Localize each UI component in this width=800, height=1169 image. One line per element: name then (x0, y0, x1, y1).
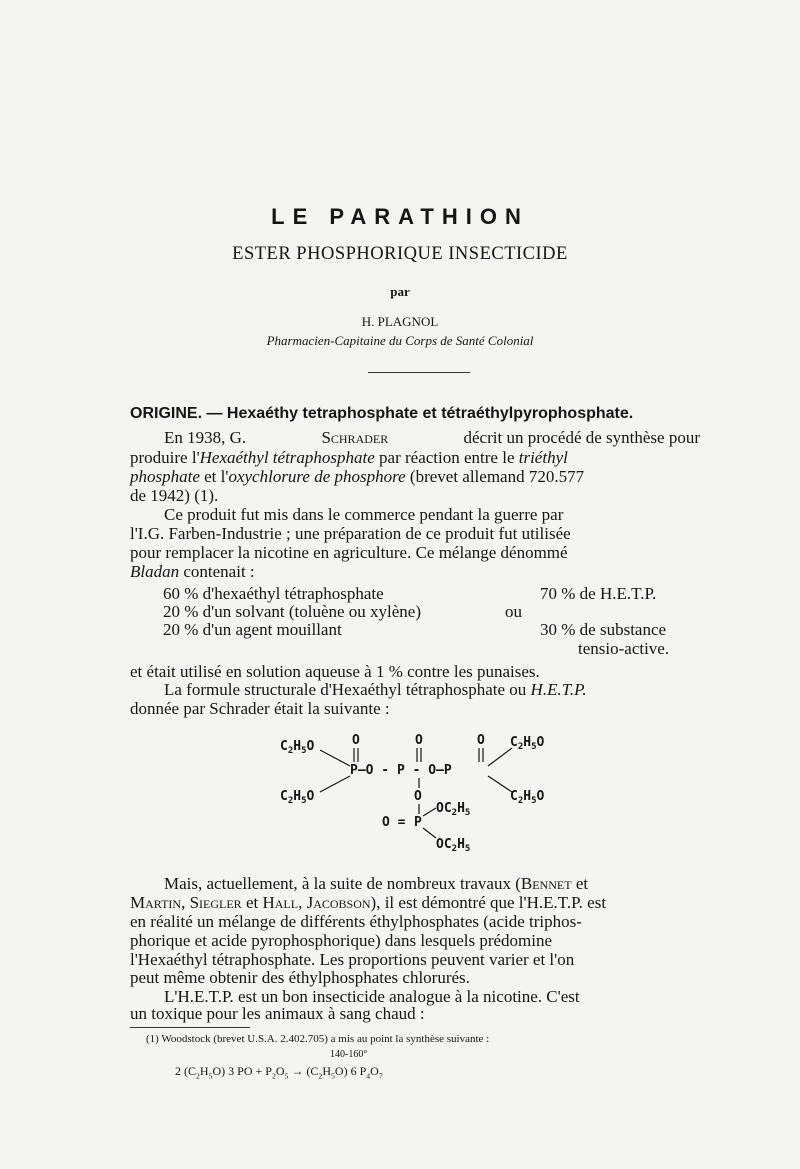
formula-o-bridge: O (414, 789, 422, 804)
formula-low-r1: $OC_2H_5$ (436, 801, 471, 818)
footnote-text: (1) Woodstock (brevet U.S.A. 2.402.705) a mis au point la synthèse suivante : (146, 1033, 490, 1045)
p4-line7: L'H.E.T.P. est un bon insecticide analogue à la nicotine. C'est (164, 987, 580, 1006)
page-subtitle: ESTER PHOSPHORIQUE INSECTICIDE (232, 244, 568, 264)
formula-low-o: O = (382, 815, 406, 830)
hetp-abbrev: H.E.T.P. (530, 680, 587, 699)
author-name-schrader: Schrader (321, 428, 389, 447)
formula-right-top: $C_2H_5O$ (510, 735, 545, 752)
p1-line3 (130, 467, 584, 487)
title-divider (368, 372, 470, 373)
formula-left-top: $C_2H_5O$ (280, 739, 315, 756)
p2-line2: l'I.G. Farben-Industrie ; une préparation de ce produit fut utilisée (130, 524, 571, 543)
p2-line1: Ce produit fut mis dans le commerce pendant la guerre par (164, 505, 564, 524)
formula-o-top-mid: O (415, 733, 423, 748)
author-jacobson: Jacobson (306, 893, 371, 912)
mixture-row2-left: 20 % d'un solvant (toluène ou xylène) (163, 602, 422, 621)
p2-line3: pour remplacer la nicotine en agriculture. Ce mélange dénommé (130, 543, 568, 562)
section-heading (130, 405, 633, 423)
p4-l1-a: Mais, actuellement, à la suite de nombreux travaux ( (164, 874, 521, 893)
formula-low-r2: $OC_2H_5$ (436, 837, 471, 854)
page-title: LE PARATHION (271, 204, 529, 229)
mixture-row3-left: 20 % d'un agent mouillant (163, 620, 342, 639)
author-hall: Hall (262, 893, 299, 912)
author-siegler: Siegler (189, 893, 242, 912)
p4-line2 (130, 893, 606, 913)
hetp-structural-formula (270, 728, 570, 858)
p1-l2-b: par réaction entre le (374, 448, 519, 467)
footnote-divider (130, 1027, 250, 1028)
mixture-row1-right: 70 % de H.E.T.P. (540, 584, 657, 603)
formula-o-top-left: O (352, 733, 360, 748)
author-affiliation: Pharmacien-Capitaine du Corps de Santé Colonial (266, 333, 534, 348)
section-label: ORIGINE. — (130, 405, 227, 422)
section-title: Hexaéthy tetraphosphate et tétraéthylpyrophosphate. (226, 405, 634, 422)
p1-line1 (164, 428, 700, 448)
mixture-row1-left: 60 % d'hexaéthyl tétraphosphate (163, 584, 384, 603)
p1-line4: de 1942) (1). (130, 486, 219, 505)
bladan-name: Bladan (130, 562, 180, 581)
author-martin: Martin (130, 893, 182, 912)
formula-o-top-right: O (477, 733, 485, 748)
p4-line5: l'Hexaéthyl tétraphosphate. Les proportions peuvent varier et l'on (130, 950, 575, 969)
p1-l3-a: et l' (199, 467, 229, 486)
mixture-row4-right: tensio-active. (578, 639, 670, 658)
mixture-row3-right: 30 % de substance (540, 620, 667, 639)
p1-line2 (130, 448, 568, 468)
formula-low-p: P (414, 815, 422, 830)
byline-par: par (390, 284, 410, 299)
mixture-row2-or: ou (505, 602, 522, 621)
p4-l2-b: et (241, 893, 263, 912)
p3-line3: donnée par Schrader était la suivante : (130, 699, 390, 718)
p3-line1: et était utilisé en solution aqueuse à 1 % contre les punaises. (130, 662, 540, 681)
p4-line4: phorique et acide pyrophosphorique) dans lesquels prédomine (130, 931, 553, 950)
p4-l2-a: , (181, 893, 190, 912)
p1-l1-b: décrit un procédé de synthèse pour (463, 428, 700, 447)
p1-l2-a: produire l' (130, 448, 200, 467)
formula-right-bottom: $C_2H_5O$ (510, 789, 545, 806)
p4-l1-b: et (571, 874, 589, 893)
p1-l3-italic2: oxychlorure de phosphore (228, 467, 406, 486)
formula-left-bottom: $C_2H_5O$ (280, 789, 315, 806)
p1-l3-italic: phosphate (130, 467, 200, 486)
p1-l3-b: (brevet allemand 720.577 (405, 467, 585, 486)
p1-l2-italic: Hexaéthyl tétraphosphate (199, 448, 375, 467)
p1-l1-a: En 1938, G. (164, 428, 247, 447)
p4-line6: peut même obtenir des éthylphosphates chlorurés. (130, 968, 470, 987)
footnote-temp: 140-160° (330, 1049, 368, 1060)
p4-line3: en réalité un mélange de différents éthylphosphates (acide triphos- (130, 912, 582, 931)
formula-center-row: P—O - P - O—P (350, 763, 452, 778)
author-bennet: Bennet (520, 874, 572, 893)
p1-l2-italic2: triéthyl (518, 448, 568, 467)
p3-l2-a: La formule structurale d'Hexaéthyl tétraphosphate ou (164, 680, 531, 699)
p4-line8: un toxique pour les animaux à sang chaud : (130, 1004, 425, 1023)
p3-line2 (164, 680, 587, 700)
p2-line4 (130, 562, 255, 582)
p4-line1 (164, 874, 588, 894)
p4-l2-c: , (298, 893, 307, 912)
author-name: H. PLAGNOL (361, 314, 439, 329)
p2-l4-text: contenait : (179, 562, 255, 581)
p4-l2-d: ), il est démontré que l'H.E.T.P. est (370, 893, 607, 912)
footnote-equation: 2 $(C_2H_5O)$ 3 PO + $P_2O_5 \to (C_2H_5O)$ 6 $P_4O_7$ (175, 1064, 383, 1081)
